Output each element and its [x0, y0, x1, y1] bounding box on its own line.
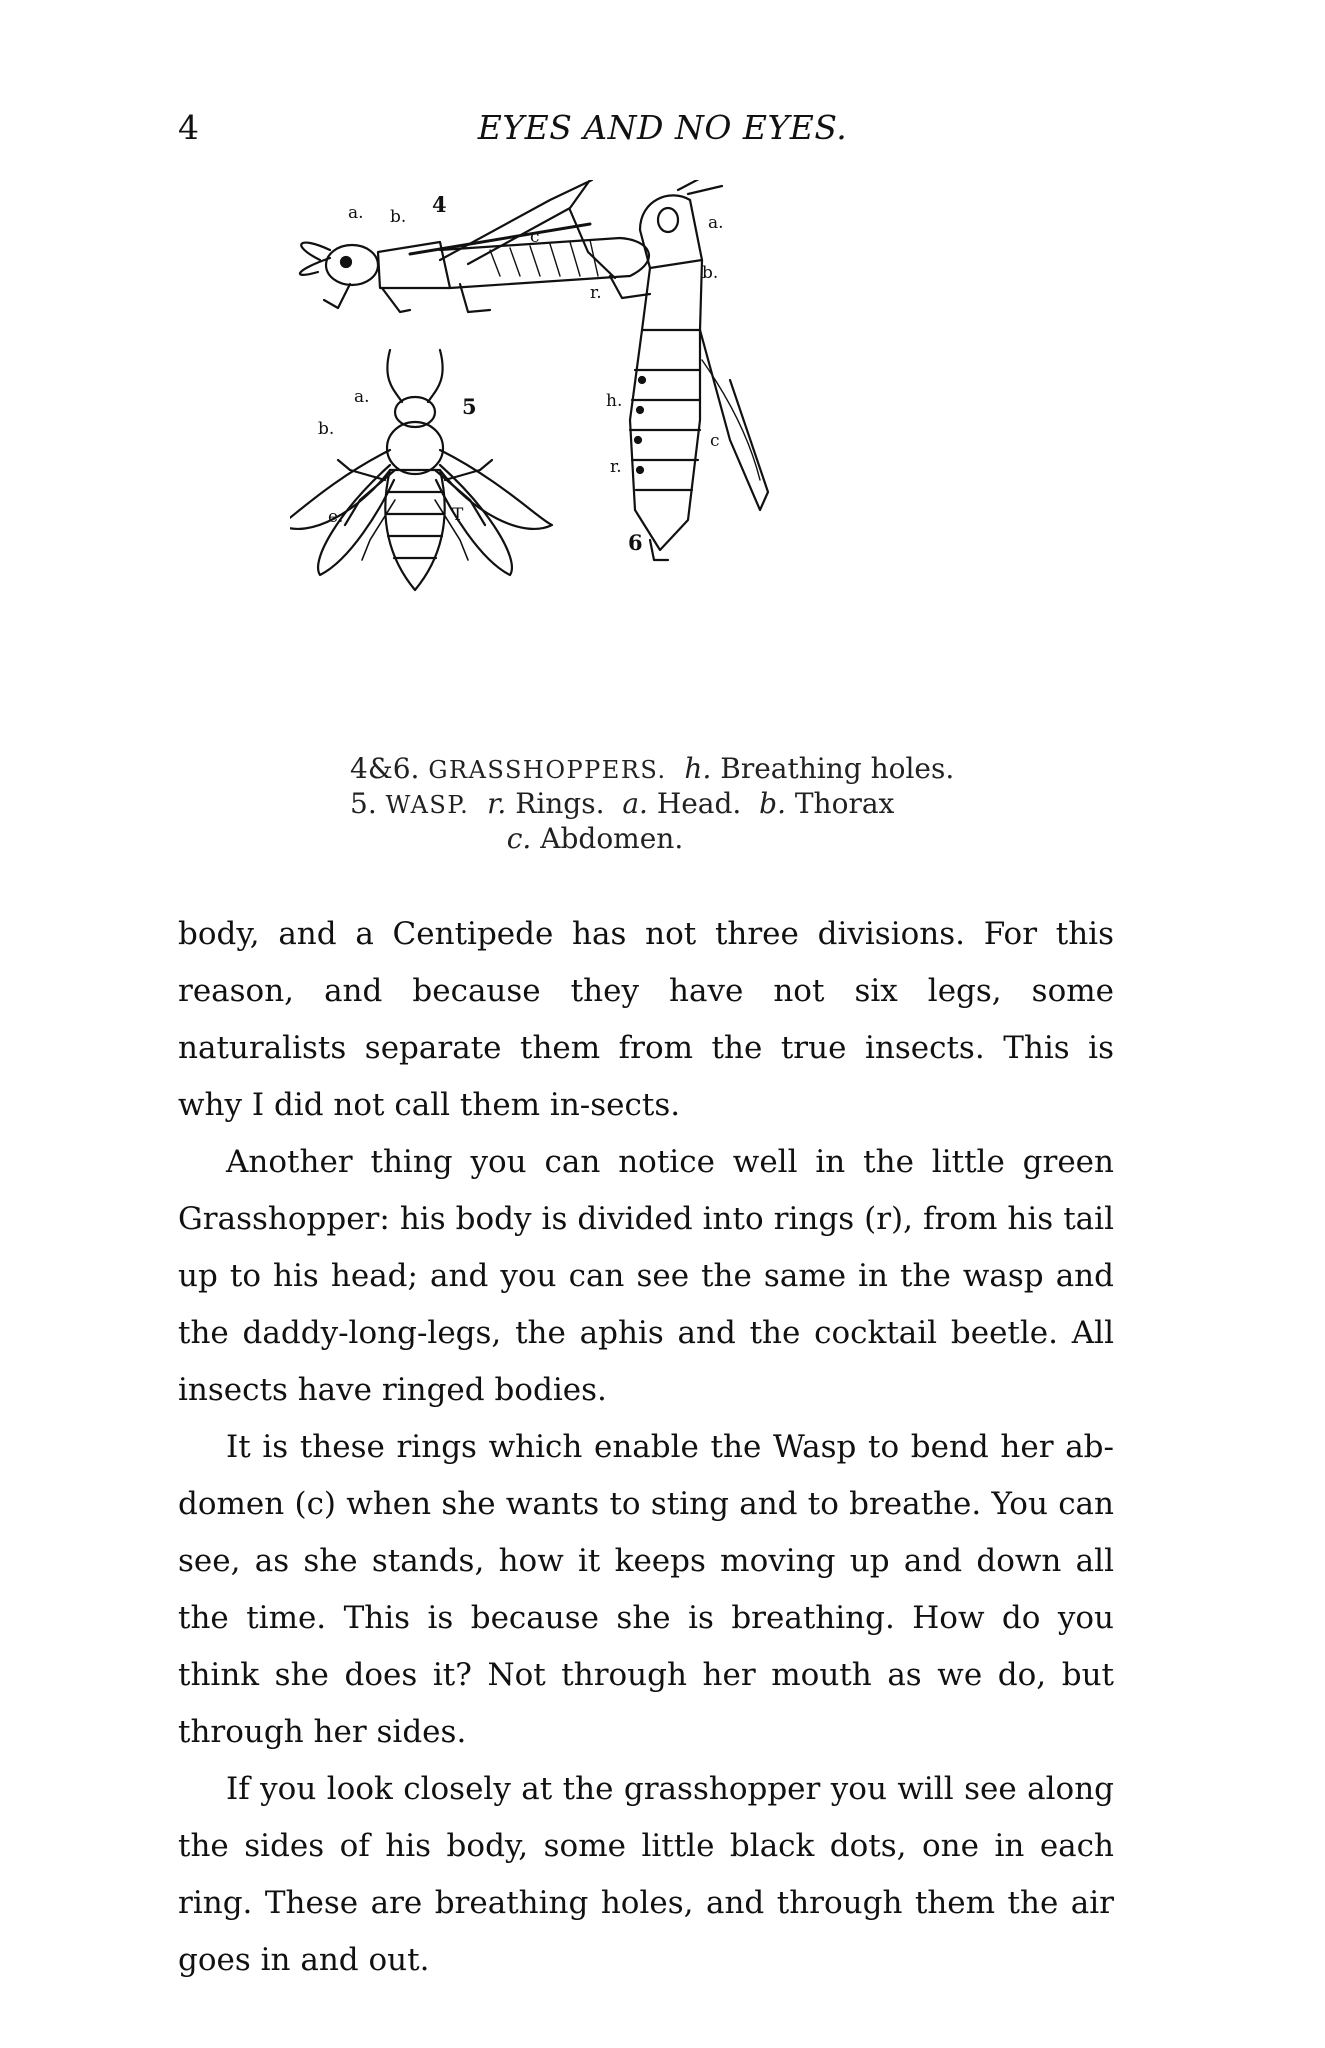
caption-name: WASP.	[385, 791, 470, 819]
paragraph: It is these rings which enable the Wasp to bend her ab-domen (c) when she wants to sting and to breathe. You can see, as she stands, how it keeps moving up and down all the time. This is because she is breathing. How do you think she does it? Not through her mouth as we do, but through her sides.	[178, 1429, 1114, 1750]
label-c-side-grasshopper: c	[710, 431, 720, 451]
caption-key: b.	[759, 787, 786, 820]
figure-number-5: 5	[462, 394, 477, 419]
figure-number-4: 4	[432, 192, 447, 217]
label-h-grasshopper: h.	[606, 391, 623, 411]
caption-line-1	[300, 752, 1060, 787]
insect-illustration	[290, 180, 1010, 735]
running-head	[0, 108, 1325, 158]
caption-name: GRASSHOPPERS.	[428, 756, 667, 784]
caption-key: h.	[684, 752, 712, 785]
caption-desc: Head.	[656, 787, 742, 820]
paragraph: Another thing you can notice well in the little green Grasshopper: his body is divided into rings (r), from his tail up to his head; and you can see the same in the wasp and the daddy-long-legs, the aphis and the cocktail beetle. All insects have ringed bodies.	[178, 1144, 1114, 1408]
figure-caption	[300, 752, 1060, 856]
label-a-side-grasshopper: a.	[708, 213, 724, 233]
label-r-grasshopper: r.	[590, 283, 602, 303]
paragraph: body, and a Centipede has not three divisions. For this reason, and because they have not six legs, some naturalists separate them from the true insects. This is why I did not call them in-sects.	[178, 916, 1114, 1123]
caption-desc: Thorax	[794, 787, 895, 820]
caption-desc: Breathing holes.	[720, 752, 955, 785]
label-b-wasp: b.	[318, 419, 335, 439]
caption-line-2	[300, 787, 1060, 822]
caption-key: a.	[622, 787, 648, 820]
caption-key: c.	[506, 822, 532, 855]
body-text	[178, 906, 1114, 1989]
label-b-side-grasshopper: b.	[702, 263, 719, 283]
label-a-wasp: a.	[354, 387, 370, 407]
caption-key: r.	[487, 787, 507, 820]
wasp-illustration	[290, 350, 552, 590]
caption-line-3	[300, 822, 1060, 856]
caption-fig-ref: 5.	[350, 787, 377, 820]
figure-number-6: 6	[628, 530, 643, 555]
caption-fig-ref: 4&6.	[350, 752, 420, 785]
label-r-side-grasshopper: r.	[610, 457, 622, 477]
paragraph: If you look closely at the grasshopper you will see along the sides of his body, some little black dots, one in each ring. These are breathing holes, and through them the air goes in and out.	[178, 1771, 1114, 1978]
label-e-wasp: e.	[328, 507, 344, 527]
caption-desc: Abdomen.	[540, 822, 684, 855]
page-number: 4	[178, 108, 199, 147]
grasshopper-front-illustration	[630, 180, 768, 560]
caption-desc: Rings.	[515, 787, 605, 820]
label-b-grasshopper: b.	[390, 207, 407, 227]
running-title: EYES AND NO EYES.	[477, 108, 848, 147]
label-a-grasshopper: a.	[348, 203, 364, 223]
label-t-wasp: T	[452, 505, 464, 525]
label-c-grasshopper: c	[530, 227, 540, 247]
